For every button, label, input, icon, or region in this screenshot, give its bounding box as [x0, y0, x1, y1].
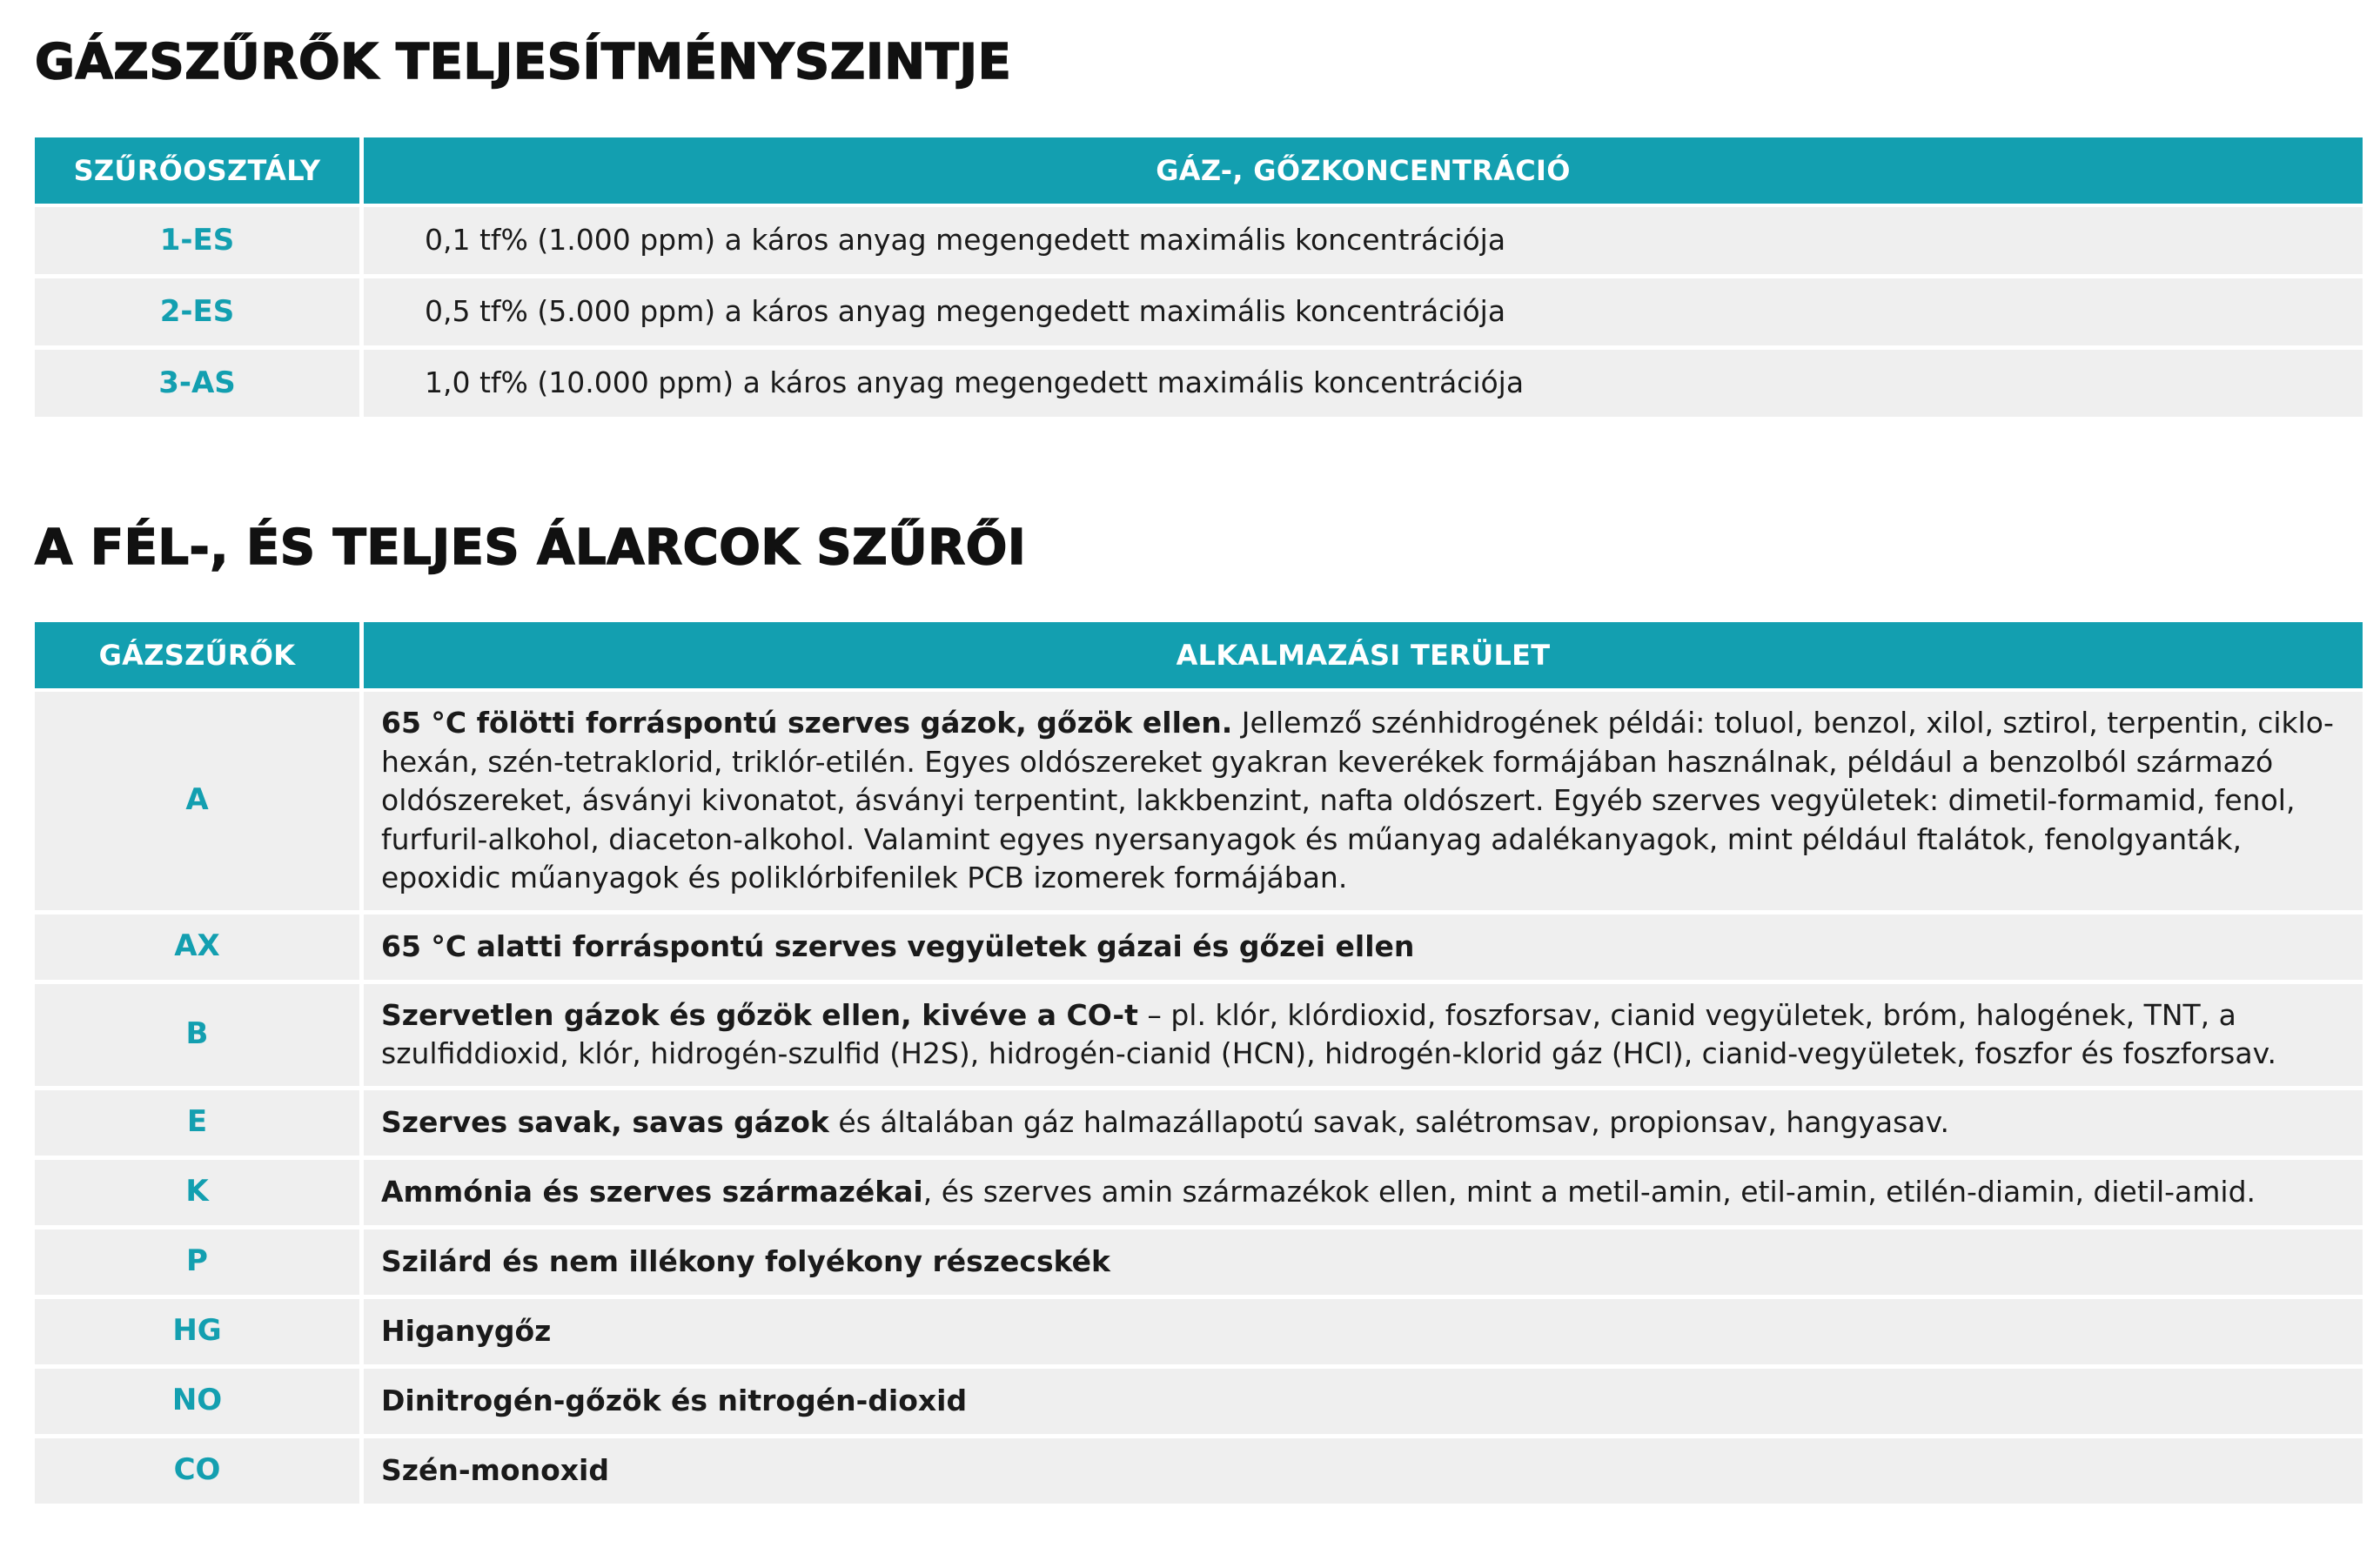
- application-lead: Ammónia és szerves származékai: [381, 1175, 923, 1209]
- table-header-row: [35, 137, 2363, 207]
- column-header-filter-class: SZŰRŐOSZTÁLY: [35, 137, 364, 207]
- application-text: [364, 1369, 2363, 1438]
- column-header-concentration: GÁZ-, GŐZKONCENTRÁCIÓ: [364, 137, 2363, 207]
- application-text: [364, 1438, 2363, 1508]
- gas-filter-code: P: [35, 1229, 364, 1299]
- table-row: [35, 278, 2363, 350]
- gas-filter-code: AX: [35, 915, 364, 984]
- table-row: [35, 1229, 2363, 1299]
- table-row: [35, 1438, 2363, 1508]
- application-text: [364, 1229, 2363, 1299]
- mask-filters-table: [35, 622, 2363, 1508]
- application-text: [364, 1299, 2363, 1369]
- application-lead: Higanygőz: [381, 1314, 552, 1349]
- application-text: [364, 915, 2363, 984]
- table-row: [35, 1369, 2363, 1438]
- table-row: [35, 350, 2363, 421]
- application-detail: Jellemző szénhidrogének példái: toluol, benzol, xilol, sztirol, terpentin, ciklohexán, szén-tetraklorid, triklór-etilén. Egyes oldószereket gyakran keverékek formájában használnak, például a benzolból származó oldószereket, ásványi kivonatot, ásványi terpentint, lakkbenzint, nafta oldószert. Egyéb szerves vegyületek: dimetil-formamid, fenol, furfuril-alkohol, diaceton-alkohol. Valamint egyes nyersanyagok és műanyag adalékanyagok, mint például ftalátok, fenolgyanták, epoxidic műanyagok és poliklórbifenilek PCB izomerek formájában.: [381, 706, 2334, 895]
- table-row: [35, 1299, 2363, 1369]
- gas-filter-code: HG: [35, 1299, 364, 1369]
- application-lead: Szerves savak, savas gázok: [381, 1105, 829, 1140]
- filter-class-code: 1-ES: [35, 207, 364, 278]
- application-text: [364, 692, 2363, 915]
- section-title-filter-performance: GÁZSZŰRŐK TELJESÍTMÉNYSZINTJE: [35, 34, 1012, 90]
- application-text: [364, 984, 2363, 1090]
- gas-filter-code: B: [35, 984, 364, 1090]
- application-detail: – pl. klór, klórdioxid, foszforsav, cianid vegyületek, bróm, halogének, TNT, a szulfiddioxid, klór, hidrogén-szulfid (H2S), hidrogén-cianid (HCN), hidrogén-klorid gáz (HCl), cianid-vegyületek, foszfor és foszforsav.: [381, 997, 2277, 1071]
- gas-filter-code: A: [35, 692, 364, 915]
- table-row: [35, 1090, 2363, 1160]
- gas-filter-code: CO: [35, 1438, 364, 1508]
- application-detail: , és szerves amin származékok ellen, mint a metil-amin, etil-amin, etilén-diamin, dietil-amid.: [922, 1175, 2256, 1209]
- column-header-gas-filters: GÁZSZŰRŐK: [35, 622, 364, 692]
- gas-filter-code: NO: [35, 1369, 364, 1438]
- table-row: [35, 1160, 2363, 1229]
- application-text: [364, 1090, 2363, 1160]
- filter-class-code: 2-ES: [35, 278, 364, 350]
- concentration-text: 1,0 tf% (10.000 ppm) a káros anyag megengedett maximális koncentrációja: [364, 350, 2363, 421]
- concentration-text: 0,1 tf% (1.000 ppm) a káros anyag megengedett maximális koncentrációja: [364, 207, 2363, 278]
- table-row: [35, 915, 2363, 984]
- application-lead: Szervetlen gázok és gőzök ellen, kivéve a CO-t: [381, 997, 1138, 1032]
- application-detail: és általában gáz halmazállapotú savak, salétromsav, propionsav, hangyasav.: [828, 1105, 1950, 1140]
- gas-filter-code: K: [35, 1160, 364, 1229]
- application-lead: 65 °C fölötti forráspontú szerves gázok, gőzök ellen.: [381, 706, 1233, 740]
- concentration-text: 0,5 tf% (5.000 ppm) a káros anyag megengedett maximális koncentrációja: [364, 278, 2363, 350]
- table-row: [35, 692, 2363, 915]
- application-lead: Dinitrogén-gőzök és nitrogén-dioxid: [381, 1384, 968, 1418]
- column-header-application-area: ALKALMAZÁSI TERÜLET: [364, 622, 2363, 692]
- table-row: [35, 984, 2363, 1090]
- application-lead: Szilárd és nem illékony folyékony részecskék: [381, 1244, 1110, 1279]
- section-title-mask-filters: A FÉL-, ÉS TELJES ÁLARCOK SZŰRŐI: [35, 519, 1027, 576]
- filter-class-code: 3-AS: [35, 350, 364, 421]
- gas-filter-code: E: [35, 1090, 364, 1160]
- application-lead: Szén-monoxid: [381, 1453, 609, 1488]
- filter-performance-table: [35, 137, 2363, 421]
- table-row: [35, 207, 2363, 278]
- application-text: [364, 1160, 2363, 1229]
- application-lead: 65 °C alatti forráspontú szerves vegyületek gázai és gőzei ellen: [381, 928, 1415, 963]
- table-header-row: [35, 622, 2363, 692]
